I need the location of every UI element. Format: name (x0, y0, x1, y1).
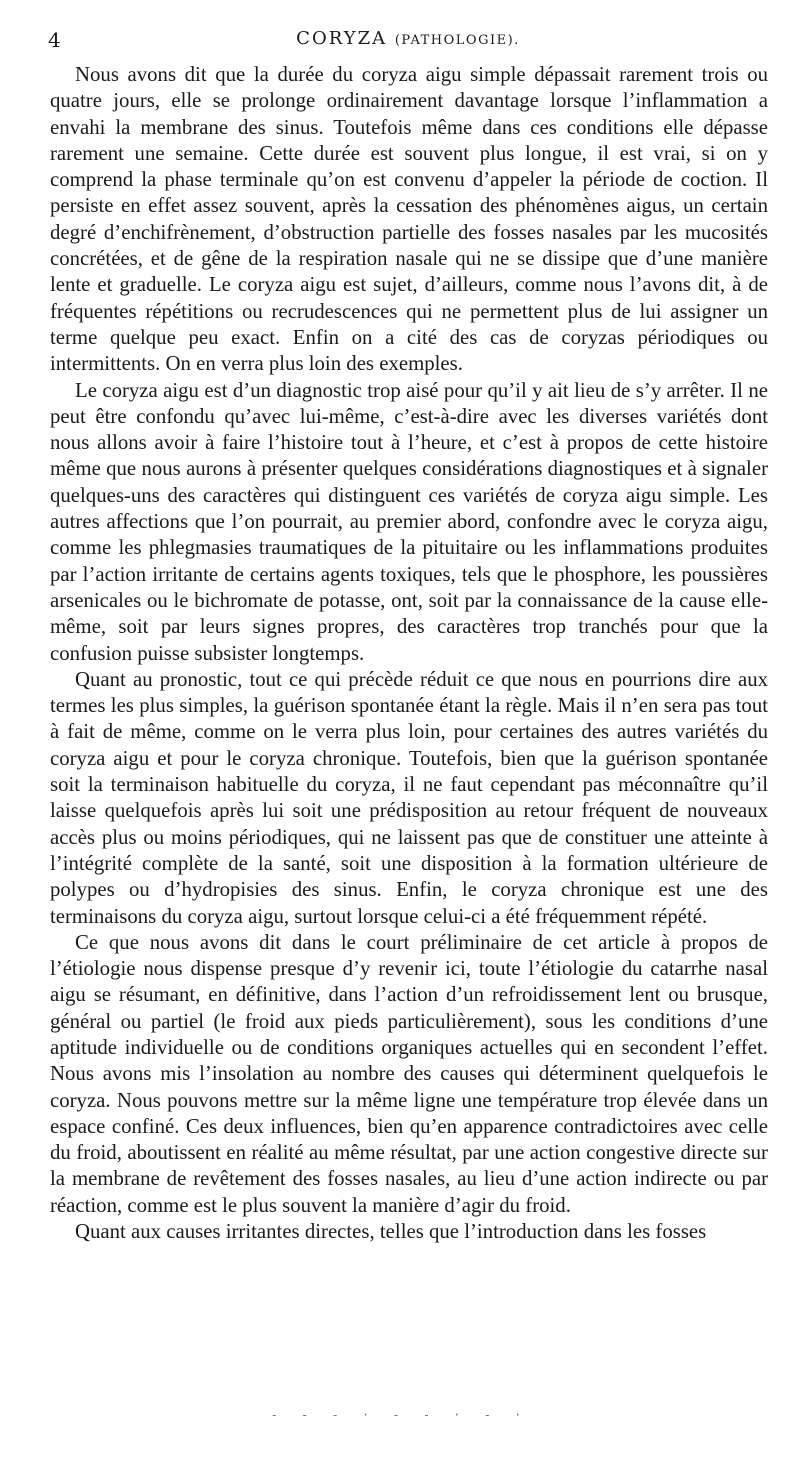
print-marks: ‐ ‐ ‐ · ‐ ‐ · ‐ · (270, 1408, 530, 1422)
paragraph-duration: Nous avons dit que la durée du coryza aigu simple dépassait rarement trois ou quatre jours, elle se prolonge ordinairement davantage lorsque l’inflammation a envahi la membrane des sinus. Toutefois même dans ces conditions elle dépasse rarement une semaine. Cette durée est souvent plus longue, il est vrai, si on y comprend la phase terminale qu’on est convenu d’appeler la période de coction. Il persiste en effet assez souvent, après la cessation des phénomènes aigus, un certain degré d’enchifrènement, d’obstruction partielle des fosses nasales par les mucosités concrétées, et de gêne de la respiration nasale qui ne se dissipe que d’une manière lente et graduelle. Le coryza aigu est sujet, d’ailleurs, comme nous l’avons dit, à de fréquentes répétitions ou recrudescences qui ne permettent plus de lui assigner un terme quelque peu exact. Enfin on a cité des cas de coryzas périodiques ou intermittents. On en verra plus loin des exemples. (50, 63, 768, 376)
body-text (50, 62, 768, 1245)
page-number: 4 (48, 28, 61, 52)
paragraph-etiology: Ce que nous avons dit dans le court préliminaire de cet article à propos de l’étiologie nous dispense presque d’y revenir ici, toute l’étiologie du catarrhe nasal aigu se résumant, en définitive, dans l’action d’un refroidissement lent ou brusque, général ou partiel (le froid aux pieds particulièrement), sous les conditions d’une aptitude individuelle ou de conditions organiques actuelles qui en secondent l’effet. Nous avons mis l’insolation au nombre des causes qui déterminent quelquefois le coryza. Nous pouvons mettre sur la même ligne une température trop élevée dans un espace confiné. Ces deux influences, bien qu’en apparence contradictoires avec celle du froid, aboutissent en réalité au même résultat, par une action congestive directe sur la membrane de revêtement des fosses nasales, au lieu d’une action indirecte ou par réaction, comme est le plus souvent la manière d’agir du froid. (50, 930, 768, 1217)
paragraph-irritant-causes: Quant aux causes irritantes directes, telles que l’introduction dans les fosses (75, 1220, 707, 1244)
running-head (48, 28, 768, 49)
page-header (48, 28, 768, 58)
running-head-title: CORYZA (296, 28, 388, 49)
running-head-subtitle: (PATHOLOGIE). (394, 33, 520, 48)
paragraph-prognosis: Quant au pronostic, tout ce qui précède réduit ce que nous en pourrions dire aux termes les plus simples, la guérison spontanée étant la règle. Mais il n’en sera pas tout à fait de même, comme on le verra plus loin, pour certaines des autres variétés du coryza aigu et pour le coryza chronique. Toutefois, bien que la guérison spontanée soit la terminaison habituelle du coryza, il ne faut cependant pas méconnaître qu’il laisse quelquefois après lui soit une prédisposition au retour fréquent de nouveaux accès plus ou moins périodiques, qui ne laissent pas que de constituer une atteinte à l’intégrité complète de la santé, soit une disposition à la formation ultérieure de polypes ou d’hydropisies des sinus. Enfin, le coryza chronique est une des terminaisons du coryza aigu, surtout lorsque celui-ci a été fréquemment répété. (50, 667, 768, 928)
paragraph-diagnosis: Le coryza aigu est d’un diagnostic trop aisé pour qu’il y ait lieu de s’y arrêter. Il ne peut être confondu qu’avec lui-même, c’est-à-dire avec les diverses variétés dont nous allons avoir à faire l’histoire tout à l’heure, et c’est à propos de cette histoire même que nous aurons à présenter quelques considérations diagnostiques et à signaler quelques-uns des caractères qui distinguent ces variétés de coryza aigu simple. Les autres affections que l’on pourrait, au premier abord, confondre avec le coryza aigu, comme les phlegmasies traumatiques de la pituitaire ou les inflammations produites par l’action irritante de certains agents toxiques, tels que le phosphore, les poussières arsenicales ou le bichromate de potasse, ont, soit par la connaissance de la cause elle-même, soit par leurs signes propres, des caractères trop tranchés pour que la confusion puisse subsister longtemps. (50, 378, 768, 665)
